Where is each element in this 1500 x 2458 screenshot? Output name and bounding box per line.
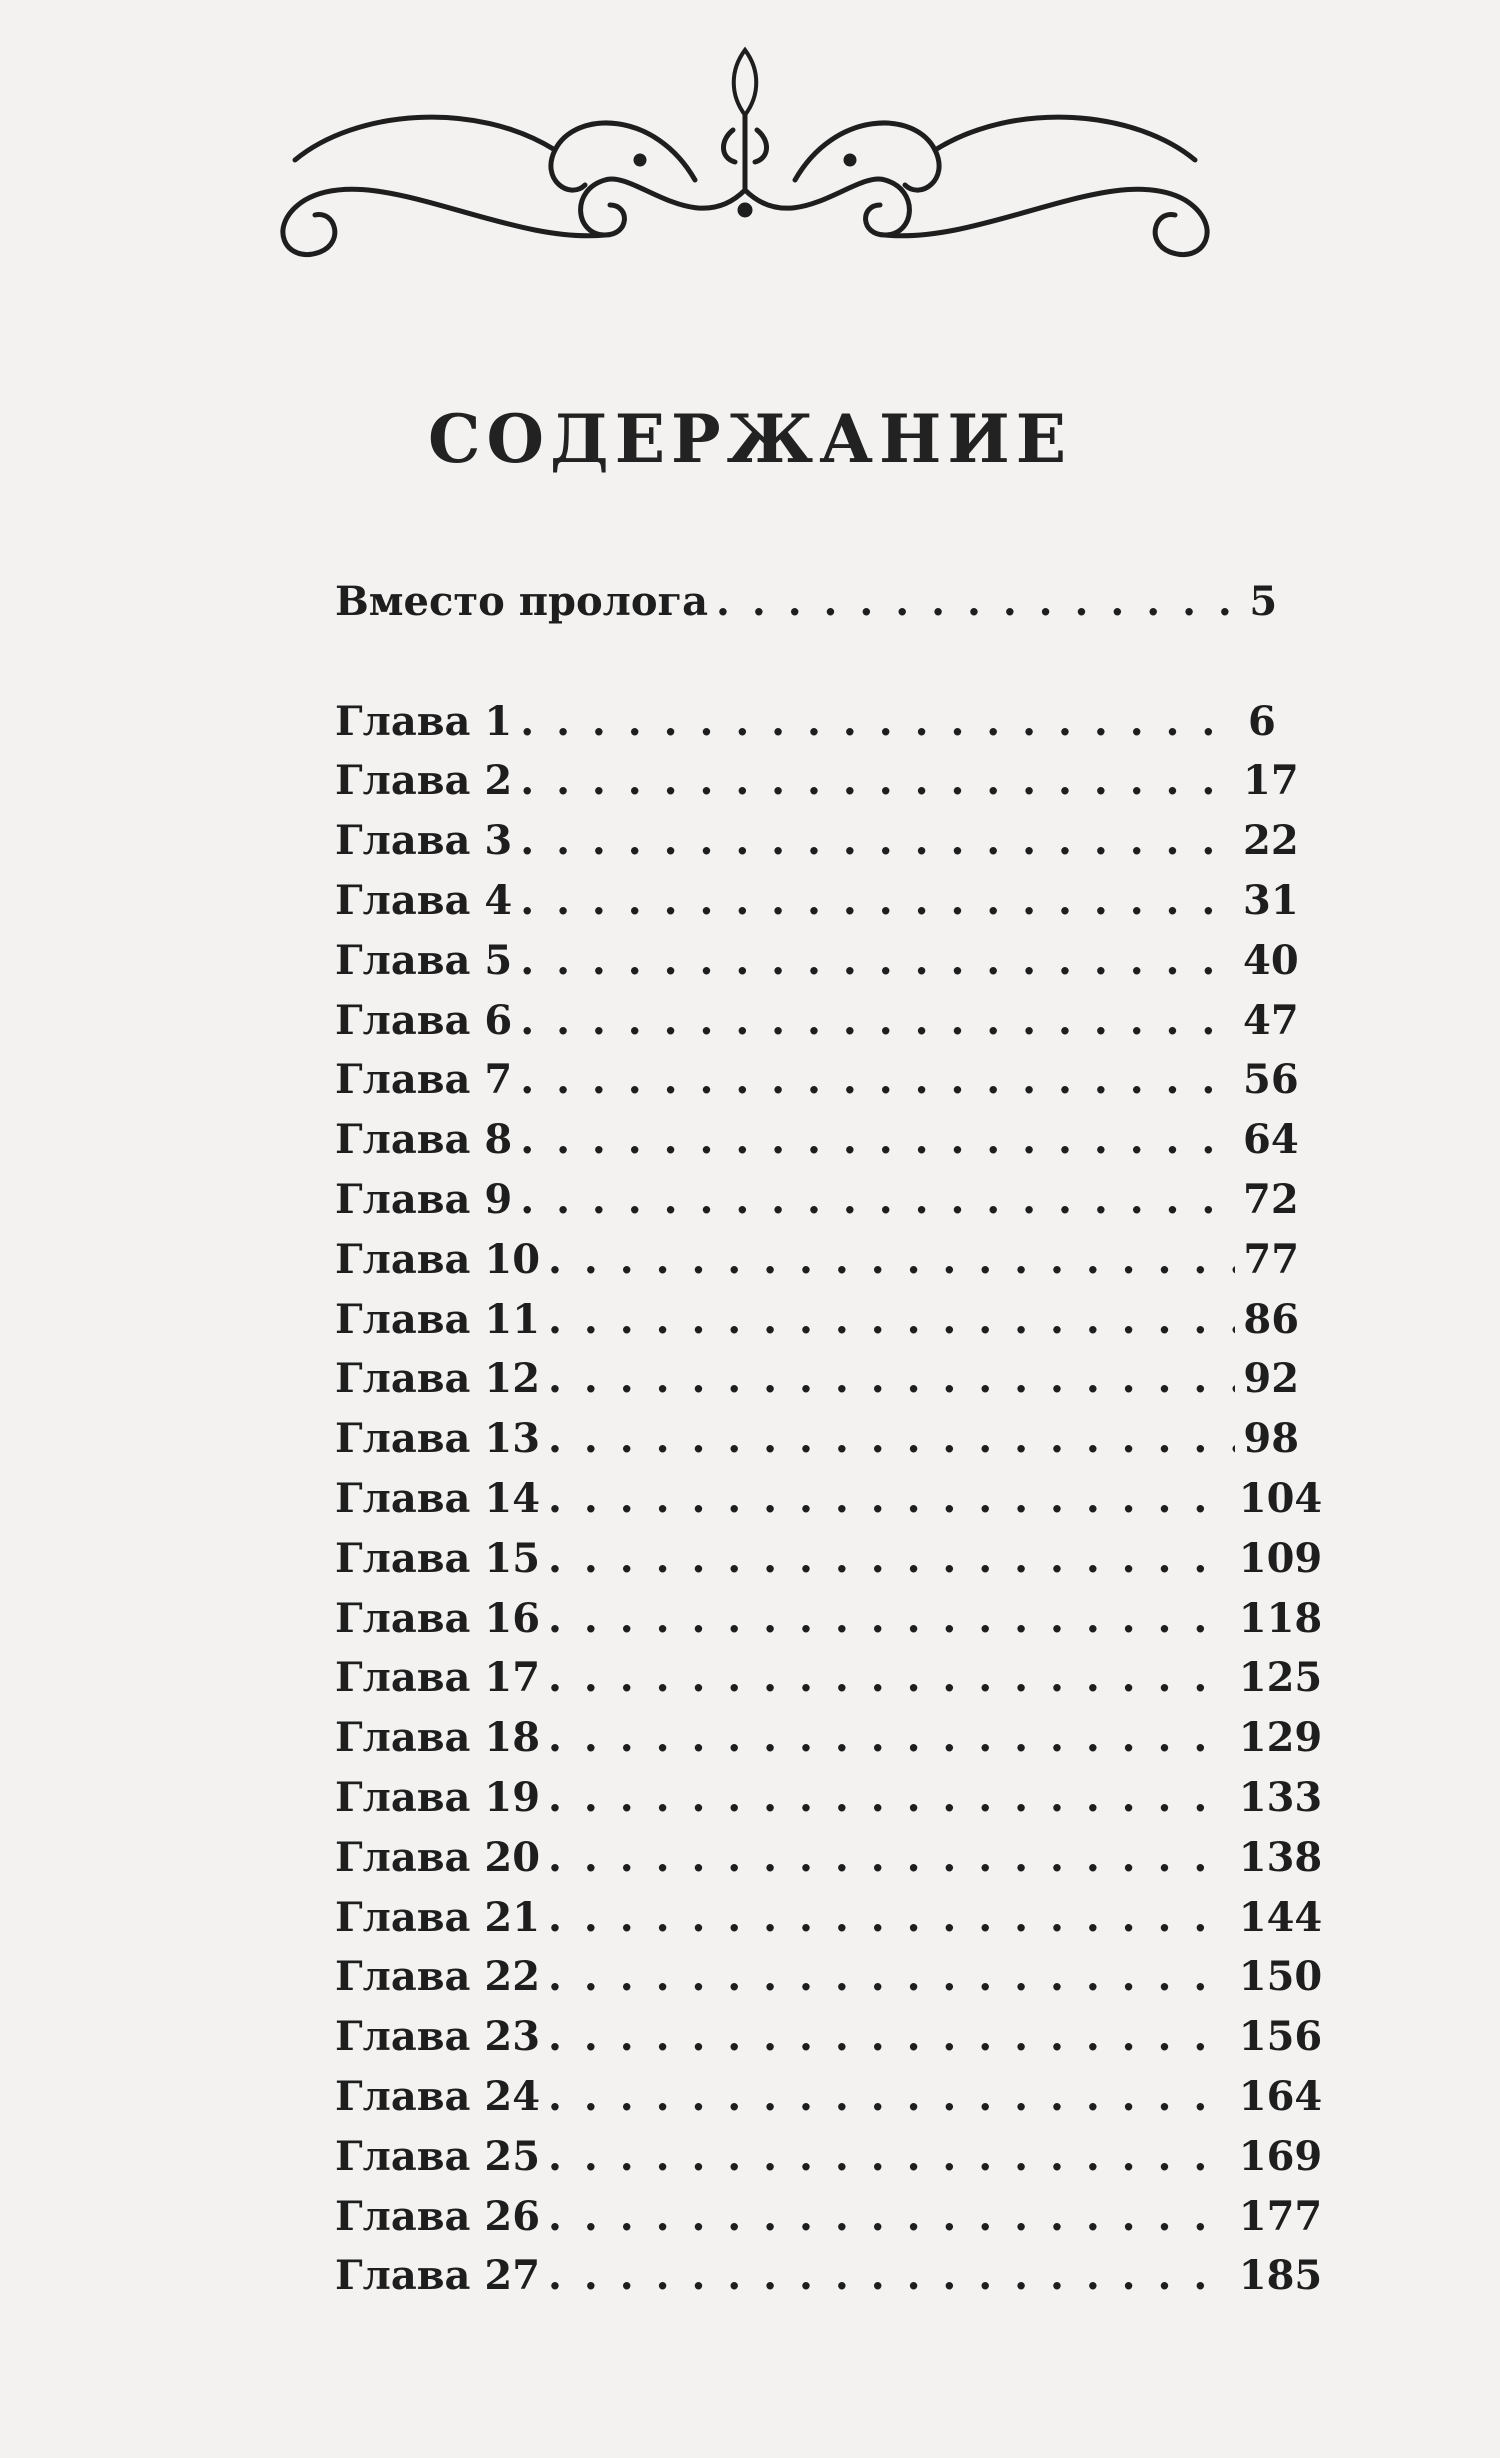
toc-entry-label: Глава 19 [335,1773,541,1821]
toc-leader-dots [548,1355,1235,1402]
toc-entry-page: 169 [1238,2132,1323,2180]
toc-leader-dots [520,997,1235,1044]
toc-entry-page: 86 [1243,1295,1300,1343]
toc-entry-label: Глава 5 [335,936,513,984]
toc-entry-page: 98 [1243,1415,1300,1463]
toc-entry [335,1295,1300,1356]
toc-entry-page: 144 [1238,1893,1323,1941]
toc-leader-dots [548,1714,1231,1761]
toc-entry [335,1893,1323,1954]
toc-entry-page: 64 [1243,1116,1299,1164]
toc-entry-page: 125 [1238,1654,1323,1702]
toc-entry-label: Глава 26 [335,2192,541,2240]
toc-entry-label: Глава 9 [335,1175,513,1223]
toc-entry-page: 177 [1238,2192,1323,2240]
toc-entry-page: 118 [1238,1594,1323,1642]
toc-entry-page: 6 [1247,697,1276,745]
toc-entry-page: 56 [1243,1056,1299,1104]
toc-entry-label: Глава 16 [335,1594,541,1642]
toc-entry [335,1534,1323,1595]
toc-entry-page: 104 [1238,1474,1323,1522]
toc-entry [335,1773,1323,1834]
toc-entry [335,1474,1323,1535]
toc-entry-label: Глава 8 [335,1116,513,1164]
toc-entry-page: 72 [1243,1175,1299,1223]
toc-entry-page: 156 [1238,2013,1323,2061]
toc-entry-label: Глава 6 [335,996,513,1044]
toc-entry-page: 77 [1243,1235,1300,1283]
toc-entry-label: Глава 15 [335,1534,541,1582]
toc-entry [335,1714,1323,1774]
toc-entry [335,578,1278,638]
toc-entry [335,1594,1323,1655]
toc-entry-page: 150 [1238,1953,1323,2001]
toc-entry-label: Глава 17 [335,1654,541,1702]
toc-entry-page: 17 [1243,757,1299,805]
toc-entry [335,1056,1299,1116]
toc-leader-dots [520,698,1240,745]
toc-entry-label: Глава 11 [335,1295,541,1343]
toc-entry [335,876,1299,937]
toc-entry-page: 138 [1238,1833,1323,1881]
toc-entry-label: Глава 7 [335,1056,513,1104]
toc-entry [335,1415,1300,1475]
toc-leader-dots [548,1535,1231,1582]
toc-leader-dots [548,1774,1231,1821]
toc-leader-dots [548,2252,1231,2299]
toc-entry-page: 47 [1243,996,1299,1044]
toc-entry [335,697,1276,758]
flourish-ornament-icon [175,40,1315,260]
toc-entry [335,817,1299,877]
toc-entry-page: 133 [1238,1773,1323,1821]
toc-entry-page: 22 [1243,817,1299,865]
toc-entry [335,1116,1299,1176]
toc-entry [335,2072,1323,2133]
toc-entry-label: Глава 27 [335,2252,541,2300]
toc-leader-dots [548,1236,1235,1283]
toc-entry-page: 164 [1238,2072,1323,2120]
toc-leader-dots [548,2013,1231,2060]
toc-entry [335,1654,1323,1714]
toc-entry-page: 31 [1243,876,1299,924]
toc-entry-page: 129 [1238,1714,1323,1762]
toc-leader-dots [548,1894,1231,1941]
toc-entry [335,2132,1323,2193]
toc-leader-dots [548,1834,1231,1881]
toc-leader-dots [520,817,1235,864]
toc-leader-dots [548,1595,1231,1642]
toc-leader-dots [548,1654,1231,1701]
toc-entry [335,1175,1299,1236]
toc-entry-page: 92 [1243,1355,1300,1403]
toc-entry [335,1355,1300,1415]
toc-entry-page: 185 [1238,2252,1323,2300]
toc-entry [335,1833,1323,1894]
toc-entry-label: Глава 24 [335,2072,541,2120]
toc-leader-dots [548,2133,1231,2180]
toc-entry-label: Глава 22 [335,1953,541,2001]
page-title: СОДЕРЖАНИЕ [427,400,1072,478]
toc-entry-label: Глава 13 [335,1415,541,1463]
toc-leader-dots [548,1475,1231,1522]
toc-leader-dots [548,2193,1231,2240]
toc-entry-label: Глава 10 [335,1235,541,1283]
toc-entry-page: 109 [1238,1534,1323,1582]
toc-entry-label: Глава 4 [335,876,513,924]
toc-entry [335,757,1299,817]
toc-entry-page: 40 [1243,936,1299,984]
toc-entry-label: Глава 2 [335,757,513,805]
toc-leader-dots [520,757,1235,804]
toc-leader-dots [548,2073,1231,2120]
toc-entry [335,936,1299,997]
toc-leader-dots [716,578,1241,625]
toc-entry-label: Вместо пролога [335,578,708,625]
toc-entry-label: Глава 14 [335,1474,541,1522]
toc-entry-page: 5 [1249,578,1278,625]
toc-entry-label: Глава 20 [335,1833,541,1881]
toc-entry [335,2013,1323,2073]
toc-entry-label: Глава 18 [335,1714,541,1762]
toc-entry-label: Глава 25 [335,2132,541,2180]
toc-entry [335,1953,1323,2013]
toc-entry-label: Глава 12 [335,1355,541,1403]
toc-leader-dots [520,1176,1235,1223]
toc-entry-label: Глава 1 [335,697,513,745]
toc-entry [335,2252,1323,2312]
toc-leader-dots [520,937,1235,984]
toc-entry-label: Глава 21 [335,1893,541,1941]
toc-entry-label: Глава 23 [335,2013,541,2061]
toc-entry [335,996,1299,1057]
toc-leader-dots [520,1056,1235,1103]
toc-leader-dots [520,877,1235,924]
toc-entry [335,2192,1323,2253]
table-of-contents [335,578,1323,2312]
toc-entry-label: Глава 3 [335,817,513,865]
toc-leader-dots [548,1953,1231,2000]
toc-leader-dots [520,1116,1235,1163]
toc-leader-dots [548,1415,1235,1462]
toc-entry [335,1235,1300,1296]
toc-leader-dots [548,1296,1235,1343]
